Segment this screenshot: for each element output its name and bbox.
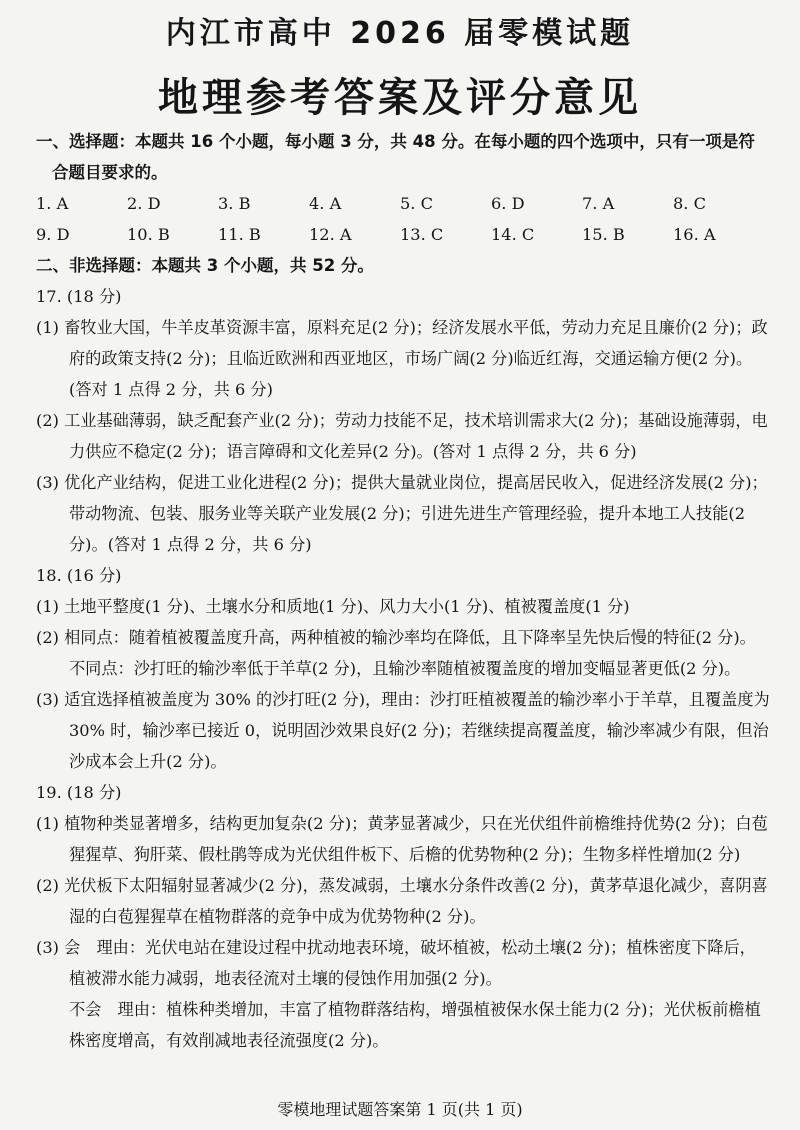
q17-part2: (2) 工业基础薄弱，缺乏配套产业(2 分)；劳动力技能不足，技术培训需求大(2 分)；基础设施薄弱，电力供应不稳定(2 分)；语言障碍和文化差异(2 分)。(答对 1 点得 2 分，共 6 分) xyxy=(36,411,768,461)
answer-item: 15. B xyxy=(582,225,625,244)
q19-part3-alternative: 不会 理由：植株种类增加，丰富了植物群落结构，增强植被保水保土能力(2 分)；光伏板前檐植株密度增高，有效削减地表径流强度(2 分)。 xyxy=(69,1000,761,1050)
answer-item: 3. B xyxy=(218,194,251,213)
section2-heading: 二、非选择题：本题共 3 个小题，共 52 分。 xyxy=(36,256,374,275)
answer-item: 8. C xyxy=(673,194,706,213)
answer-item: 14. C xyxy=(491,225,535,244)
answer-item: 7. A xyxy=(582,194,615,213)
answer-item: 1. A xyxy=(36,194,69,213)
section1-heading: 一、选择题：本题共 16 个小题，每小题 3 分，共 48 分。在每小题的四个选项中，只有一项是符合题目要求的。 xyxy=(36,132,755,182)
q18-part2-differences: 不同点：沙打旺的输沙率低于羊草(2 分)，且输沙率随植被覆盖度的增加变幅显著更低(2 分)。 xyxy=(69,659,741,678)
q18-title: 18. (16 分) xyxy=(36,566,122,585)
q19-part3: (3) 会 理由：光伏电站在建设过程中扰动地表环境，破坏植被，松动土壤(2 分)；植株密度下降后，植被滞水能力减弱，地表径流对土壤的侵蚀作用加强(2 分)。 xyxy=(36,938,756,988)
q18-part3: (3) 适宜选择植被盖度为 30% 的沙打旺(2 分)，理由：沙打旺植被覆盖的输沙率小于羊草，且覆盖度为 30% 时，输沙率已接近 0，说明固沙效果良好(2 分)；若继续提高覆盖度，输沙率减少有限，但治沙成本会上升(2 分)。 xyxy=(36,690,770,771)
q18-part1: (1) 土地平整度(1 分)、土壤水分和质地(1 分)、风力大小(1 分)、植被覆盖度(1 分) xyxy=(36,597,630,616)
answer-content xyxy=(36,126,770,1056)
choice-answer-grid xyxy=(36,188,770,250)
document-title: 地理参考答案及评分意见 xyxy=(158,75,642,121)
answer-item: 10. B xyxy=(127,225,170,244)
q17-part3: (3) 优化产业结构，促进工业化进程(2 分)；提供大量就业岗位，提高居民收入，促进经济发展(2 分)；带动物流、包装、服务业等关联产业发展(2 分)；引进先进生产管理经验，提升本地工人技能(2 分)。(答对 1 点得 2 分，共 6 分) xyxy=(36,473,768,554)
answer-item: 2. D xyxy=(127,194,161,213)
q17-part1: (1) 畜牧业大国，牛羊皮革资源丰富，原料充足(2 分)；经济发展水平低，劳动力充足且廉价(2 分)；政府的政策支持(2 分)；且临近欧洲和西亚地区，市场广阔(2 分)临近红海，交通运输方便(2 分)。(答对 1 点得 2 分，共 6 分) xyxy=(36,318,768,399)
q19-part1: (1) 植物种类显著增多，结构更加复杂(2 分)；黄茅显著减少，只在光伏组件前檐维持优势(2 分)；白苞猩猩草、狗肝菜、假杜鹃等成为光伏组件板下、后檐的优势物种(2 分)；生物多样性增加(2 分) xyxy=(36,814,768,864)
page-footer: 零模地理试题答案第 1 页(共 1 页) xyxy=(277,1100,523,1119)
answer-item: 5. C xyxy=(400,194,433,213)
answer-item: 12. A xyxy=(309,225,352,244)
q19-part2: (2) 光伏板下太阳辐射显著减少(2 分)，蒸发减弱，土壤水分条件改善(2 分)，黄茅草退化减少，喜阴喜湿的白苞猩猩草在植物群落的竞争中成为优势物种(2 分)。 xyxy=(36,876,768,926)
q18-part2: (2) 相同点：随着植被覆盖度升高，两种植被的输沙率均在降低，且下降率呈先快后慢的特征(2 分)。 xyxy=(36,628,756,647)
answer-item: 16. A xyxy=(673,225,716,244)
answer-item: 4. A xyxy=(309,194,342,213)
answer-item: 13. C xyxy=(400,225,444,244)
exam-title: 内江市高中 2026 届零模试题 xyxy=(165,16,635,51)
answer-item: 9. D xyxy=(36,225,70,244)
answer-item: 6. D xyxy=(491,194,525,213)
answer-item: 11. B xyxy=(218,225,261,244)
q19-title: 19. (18 分) xyxy=(36,783,122,802)
q17-title: 17. (18 分) xyxy=(36,287,122,306)
